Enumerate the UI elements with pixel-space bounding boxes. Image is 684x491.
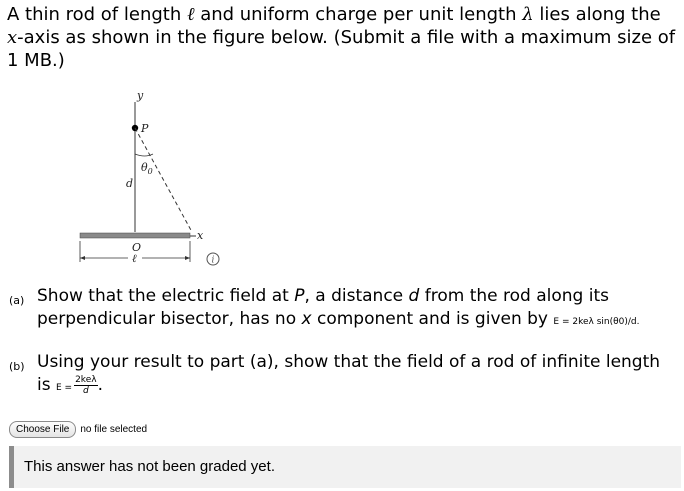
part-a-text-piece: Show that the electric field at — [37, 286, 295, 306]
x-component-var: x — [301, 309, 312, 329]
part-a-text — [37, 285, 677, 334]
origin-label: O — [132, 241, 142, 254]
question-text-part: -axis as shown in the figure below. (Submit a file with a maximum size of 1 MB.) — [7, 27, 676, 71]
choose-file-button[interactable]: Choose File — [9, 421, 76, 438]
part-b — [9, 351, 677, 400]
graded-status-text: This answer has not been graded yet. — [24, 458, 275, 475]
y-axis-label: y — [137, 89, 144, 102]
file-upload-row — [9, 421, 147, 438]
charged-rod — [80, 233, 190, 238]
fraction-denominator: d — [82, 385, 89, 396]
fraction-numerator: 2keλ — [75, 374, 97, 385]
svg-text:i: i — [211, 255, 215, 266]
length-symbol: ℓ — [186, 4, 195, 25]
distance-var: d — [408, 286, 420, 306]
rod-figure — [70, 84, 230, 274]
part-b-fraction — [74, 375, 97, 396]
question-text-part: A thin rod of length — [7, 4, 187, 25]
graded-status-box — [9, 446, 681, 488]
part-b-tag: (b) — [9, 360, 25, 373]
theta-label: $\theta_0$ — [141, 161, 153, 176]
arrow-right — [185, 256, 190, 260]
point-p-var: P — [294, 286, 305, 306]
question-text — [7, 3, 679, 72]
question-text-part: and uniform charge per unit length — [194, 4, 523, 25]
question-text-part: lies along the — [533, 4, 661, 25]
part-a-text-piece: from the rod along its perpendicular bisector, has no — [37, 286, 609, 329]
part-b-period: . — [97, 375, 103, 395]
part-a-text-piece: component and is given by — [311, 309, 554, 329]
arrow-left — [80, 256, 85, 260]
file-status-text: no file selected — [80, 424, 148, 435]
part-a-text-piece: , a distance — [304, 286, 409, 306]
info-icon[interactable] — [206, 252, 220, 266]
x-axis-label: x — [197, 229, 204, 242]
part-a-formula: E = 2keλ sin(θ0)/d. — [553, 317, 640, 327]
x-variable: x — [7, 27, 18, 48]
dashed-line — [135, 128, 192, 232]
part-b-text-piece: Using your result to part (a), show that the field of a rod of infinite length is — [37, 352, 661, 395]
part-b-text — [37, 351, 677, 400]
part-a — [9, 285, 677, 334]
part-b-formula-lhs: E = — [55, 383, 73, 393]
length-label: ℓ — [132, 252, 137, 265]
distance-d-label: d — [126, 177, 134, 190]
rod-diagram — [70, 84, 230, 274]
point-p-label: P — [141, 122, 149, 135]
part-a-tag: (a) — [9, 294, 25, 307]
lambda-symbol: λ — [522, 4, 534, 25]
